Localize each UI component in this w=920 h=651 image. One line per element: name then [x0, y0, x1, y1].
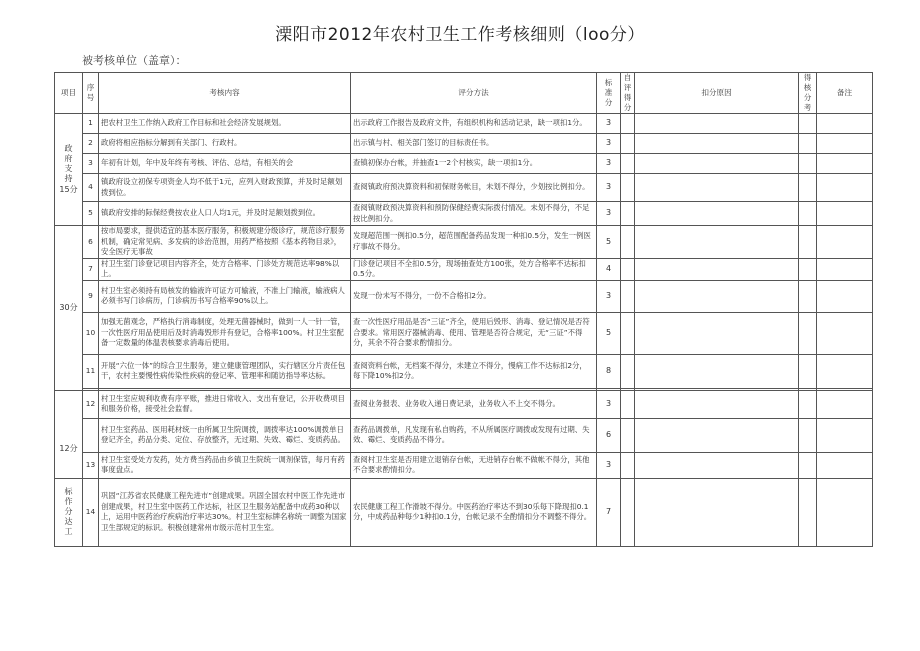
row-method: 发现超范围一例扣0.5分，超范围配备药品发现一种扣0.5分，发生一例医疗事故不得分。	[351, 226, 597, 259]
row-content: 村卫生室受处方发药，处方费当药品由乡镇卫生院统一调剂保管，每月有药事度盘点。	[99, 452, 351, 478]
row-reason[interactable]	[635, 354, 799, 388]
header-note: 备注	[817, 73, 873, 114]
row-reason[interactable]	[635, 174, 799, 202]
row-note[interactable]	[817, 354, 873, 388]
row-method: 门诊登记项目不全扣0.5分，现场抽查处方100张，处方合格率不达标扣0.5分。	[351, 258, 597, 280]
header-got: 得核分考	[799, 73, 817, 114]
row-reason[interactable]	[635, 134, 799, 154]
row-content: 镇政府设立初保专项资金人均不低于1元，应列入财政预算，并及时足额划拨到位。	[99, 174, 351, 202]
row-no: 11	[83, 354, 99, 388]
row-note[interactable]	[817, 280, 873, 312]
row-note[interactable]	[817, 134, 873, 154]
category-standard-work: 标作分达工	[55, 478, 83, 546]
row-got[interactable]	[799, 452, 817, 478]
header-content: 考核内容	[99, 73, 351, 114]
row-method: 查阅镇财政预决算资料和预防保健经费实际拨付情况。未划不得分，不足按比例扣分。	[351, 202, 597, 226]
row-got[interactable]	[799, 390, 817, 418]
row-reason[interactable]	[635, 226, 799, 259]
header-self: 自评得分	[621, 73, 635, 114]
row-method: 查一次性医疗用品是否“三证”齐全，使用后毁形、消毒、登记情况是否符合要求。常用医疗器械消毒、使用、管理是否符合规定，无“三证”不得分，其余不符合要求酌情扣分。	[351, 312, 597, 354]
row-method: 查药品调拨单，凡发现有私自购药，不从所属医疗调拨或发现有过期、失效、霉烂、变质药品不得分。	[351, 418, 597, 452]
table-row	[55, 226, 873, 259]
header-std: 标准分	[597, 73, 621, 114]
row-method: 出示政府工作报告及政府文件，有组织机构和活动记录，缺一项扣1分。	[351, 114, 597, 134]
category-drug-management: 12分	[55, 390, 83, 478]
table-row	[55, 354, 873, 388]
row-method: 发现一份未写不得分，一份不合格扣2分。	[351, 280, 597, 312]
row-self[interactable]	[621, 226, 635, 259]
assessed-unit-label: 被考核单位（盖章）：	[82, 54, 187, 67]
row-no	[83, 418, 99, 452]
row-got[interactable]	[799, 258, 817, 280]
row-reason[interactable]	[635, 258, 799, 280]
row-std: 3	[597, 134, 621, 154]
row-std: 4	[597, 258, 621, 280]
table-row	[55, 478, 873, 546]
table-row	[55, 202, 873, 226]
row-content: 镇政府安排的际保经费按农业人口人均1元，并及时足额划拨到位。	[99, 202, 351, 226]
row-no: 3	[83, 154, 99, 174]
row-std: 7	[597, 478, 621, 546]
row-method: 查镇初保办台帐，并抽查1一2个村核实，缺一项扣1分。	[351, 154, 597, 174]
row-note[interactable]	[817, 202, 873, 226]
row-reason[interactable]	[635, 114, 799, 134]
row-no: 9	[83, 280, 99, 312]
row-self[interactable]	[621, 390, 635, 418]
row-no: 5	[83, 202, 99, 226]
row-got[interactable]	[799, 478, 817, 546]
row-content: 村卫生室必须持有局核发的输液许可证方可输液，不准上门输液，输液病人必须书写门诊病历，门诊病历书写合格率90%以上。	[99, 280, 351, 312]
row-self[interactable]	[621, 258, 635, 280]
row-std: 3	[597, 174, 621, 202]
row-std: 3	[597, 114, 621, 134]
table-row	[55, 134, 873, 154]
category-government: 政府支持 15分	[55, 114, 83, 226]
category-medical-service: 30分	[55, 226, 83, 391]
row-reason[interactable]	[635, 280, 799, 312]
row-got[interactable]	[799, 312, 817, 354]
row-content: 加强无菌观念，严格执行消毒制度，处理无菌器械时，做到一人一针一管，一次性医疗用品使用后及时消毒毁形并有登记，合格率100%。村卫生室配备一定数量的体温表核要求消毒后使用。	[99, 312, 351, 354]
row-got[interactable]	[799, 114, 817, 134]
row-no: 6	[83, 226, 99, 259]
row-content: 村卫生室应规利收费有序平账，推进日常收入、支出有登记，公开收费项目和服务价格，接受社会监督。	[99, 390, 351, 418]
row-self[interactable]	[621, 280, 635, 312]
row-content: 开展“六位一体”的综合卫生服务，建立健康管理团队，实行辖区分片责任包干，农村主要慢性病传染性疾病的登记率、管理率和随访指导率达标。	[99, 354, 351, 388]
table-row	[55, 418, 873, 452]
row-note[interactable]	[817, 154, 873, 174]
row-self[interactable]	[621, 354, 635, 388]
row-content: 政府将相应指标分解到有关部门、行政村。	[99, 134, 351, 154]
row-content: 村卫生室药品、医用耗材统一由所属卫生院调拨，调拨率达100%调拨单日登记齐全，药品分类、定位、存放整齐，无过期、失效、霉烂、变质药品。	[99, 418, 351, 452]
row-self[interactable]	[621, 452, 635, 478]
row-reason[interactable]	[635, 154, 799, 174]
row-method: 出示镇与村、相关部门签订的目标责任书。	[351, 134, 597, 154]
row-reason[interactable]	[635, 390, 799, 418]
row-reason[interactable]	[635, 202, 799, 226]
row-got[interactable]	[799, 354, 817, 388]
row-self[interactable]	[621, 202, 635, 226]
table-row	[55, 174, 873, 202]
row-no: 1	[83, 114, 99, 134]
row-method: 查阅资料台帐，无档案不得分，未建立不得分，慢病工作不达标扣2分，每下降10%扣2分。	[351, 354, 597, 388]
header-row	[55, 73, 873, 114]
row-std: 5	[597, 226, 621, 259]
header-method: 评分方法	[351, 73, 597, 114]
row-std: 3	[597, 452, 621, 478]
table-row	[55, 390, 873, 418]
row-content: 按市局要求，提供适宜的基本医疗服务，积极规建分级诊疗，规范诊疗服务机制，确定常见病、多发病的诊治范围，用药严格按照《基本药物目录》，安全医疗无事故	[99, 226, 351, 259]
row-note[interactable]	[817, 452, 873, 478]
row-note[interactable]	[817, 114, 873, 134]
row-content: 年初有计划，年中及年终有考核、评估、总结，有相关的会	[99, 154, 351, 174]
row-self[interactable]	[621, 312, 635, 354]
header-reason: 扣分原因	[635, 73, 799, 114]
row-std: 3	[597, 390, 621, 418]
row-content: 把农村卫生工作纳入政府工作目标和社会经济发展规划。	[99, 114, 351, 134]
row-self[interactable]	[621, 134, 635, 154]
row-method: 查阅镇政府预决算资料和初保财务帐目，未划不得分，少划按比例扣分。	[351, 174, 597, 202]
assessment-table	[54, 72, 873, 547]
row-method: 查阅村卫生室是否用建立退销存台帐，无进销存台帐不做帐不得分，其他不合要求酌情扣分。	[351, 452, 597, 478]
row-got[interactable]	[799, 154, 817, 174]
row-no: 2	[83, 134, 99, 154]
table-row	[55, 452, 873, 478]
row-content: 村卫生室门诊登记项目内容齐全，处方合格率、门诊处方规范达率98%以上。	[99, 258, 351, 280]
row-std: 3	[597, 154, 621, 174]
row-no: 13	[83, 452, 99, 478]
row-got[interactable]	[799, 134, 817, 154]
row-note[interactable]	[817, 312, 873, 354]
row-std: 3	[597, 202, 621, 226]
row-note[interactable]	[817, 226, 873, 259]
row-self[interactable]	[621, 418, 635, 452]
document-title: 溧阳市2012年农村卫生工作考核细则（loo分）	[275, 25, 645, 45]
row-reason[interactable]	[635, 478, 799, 546]
row-std: 8	[597, 354, 621, 388]
row-method: 查阅业务报表、业务收入递日费记录，业务收入不上交不得分。	[351, 390, 597, 418]
row-note[interactable]	[817, 478, 873, 546]
row-self[interactable]	[621, 114, 635, 134]
row-no: 12	[83, 390, 99, 418]
row-self[interactable]	[621, 154, 635, 174]
table-row	[55, 258, 873, 280]
row-content: 巩固“江苏省农民健康工程先进市”创建成果。巩固全国农村中医工作先进市创建成果，村卫生室中医药工作达标，社区卫生服务站配备中成药30种以上，运用中医药治疗疾病治疗率达30%。村卫生室标牌名称统一调整为国家卫生部规定的标识。积极创建常州市级示范村卫生室。	[99, 478, 351, 546]
row-self[interactable]	[621, 478, 635, 546]
table-row	[55, 312, 873, 354]
table-row	[55, 154, 873, 174]
row-no: 4	[83, 174, 99, 202]
row-no: 7	[83, 258, 99, 280]
header-seq: 序号	[83, 73, 99, 114]
row-method: 农民健康工程工作滑坡不得分。中医药治疗率达不到30乐每下降现扣0.1分，中成药品种每少1种扣0.1分，台帐记录不全酌情扣分不调整不得分。	[351, 478, 597, 546]
row-std: 3	[597, 280, 621, 312]
row-std: 5	[597, 312, 621, 354]
row-self[interactable]	[621, 174, 635, 202]
header-project: 项目	[55, 73, 83, 114]
row-got[interactable]	[799, 174, 817, 202]
row-note[interactable]	[817, 258, 873, 280]
row-got[interactable]	[799, 226, 817, 259]
row-got[interactable]	[799, 280, 817, 312]
table-row	[55, 280, 873, 312]
table-row	[55, 114, 873, 134]
row-note[interactable]	[817, 174, 873, 202]
row-reason[interactable]	[635, 418, 799, 452]
row-got[interactable]	[799, 202, 817, 226]
row-reason[interactable]	[635, 452, 799, 478]
row-got[interactable]	[799, 418, 817, 452]
row-reason[interactable]	[635, 312, 799, 354]
row-no: 10	[83, 312, 99, 354]
row-note[interactable]	[817, 418, 873, 452]
row-no: 14	[83, 478, 99, 546]
row-note[interactable]	[817, 390, 873, 418]
row-std: 6	[597, 418, 621, 452]
